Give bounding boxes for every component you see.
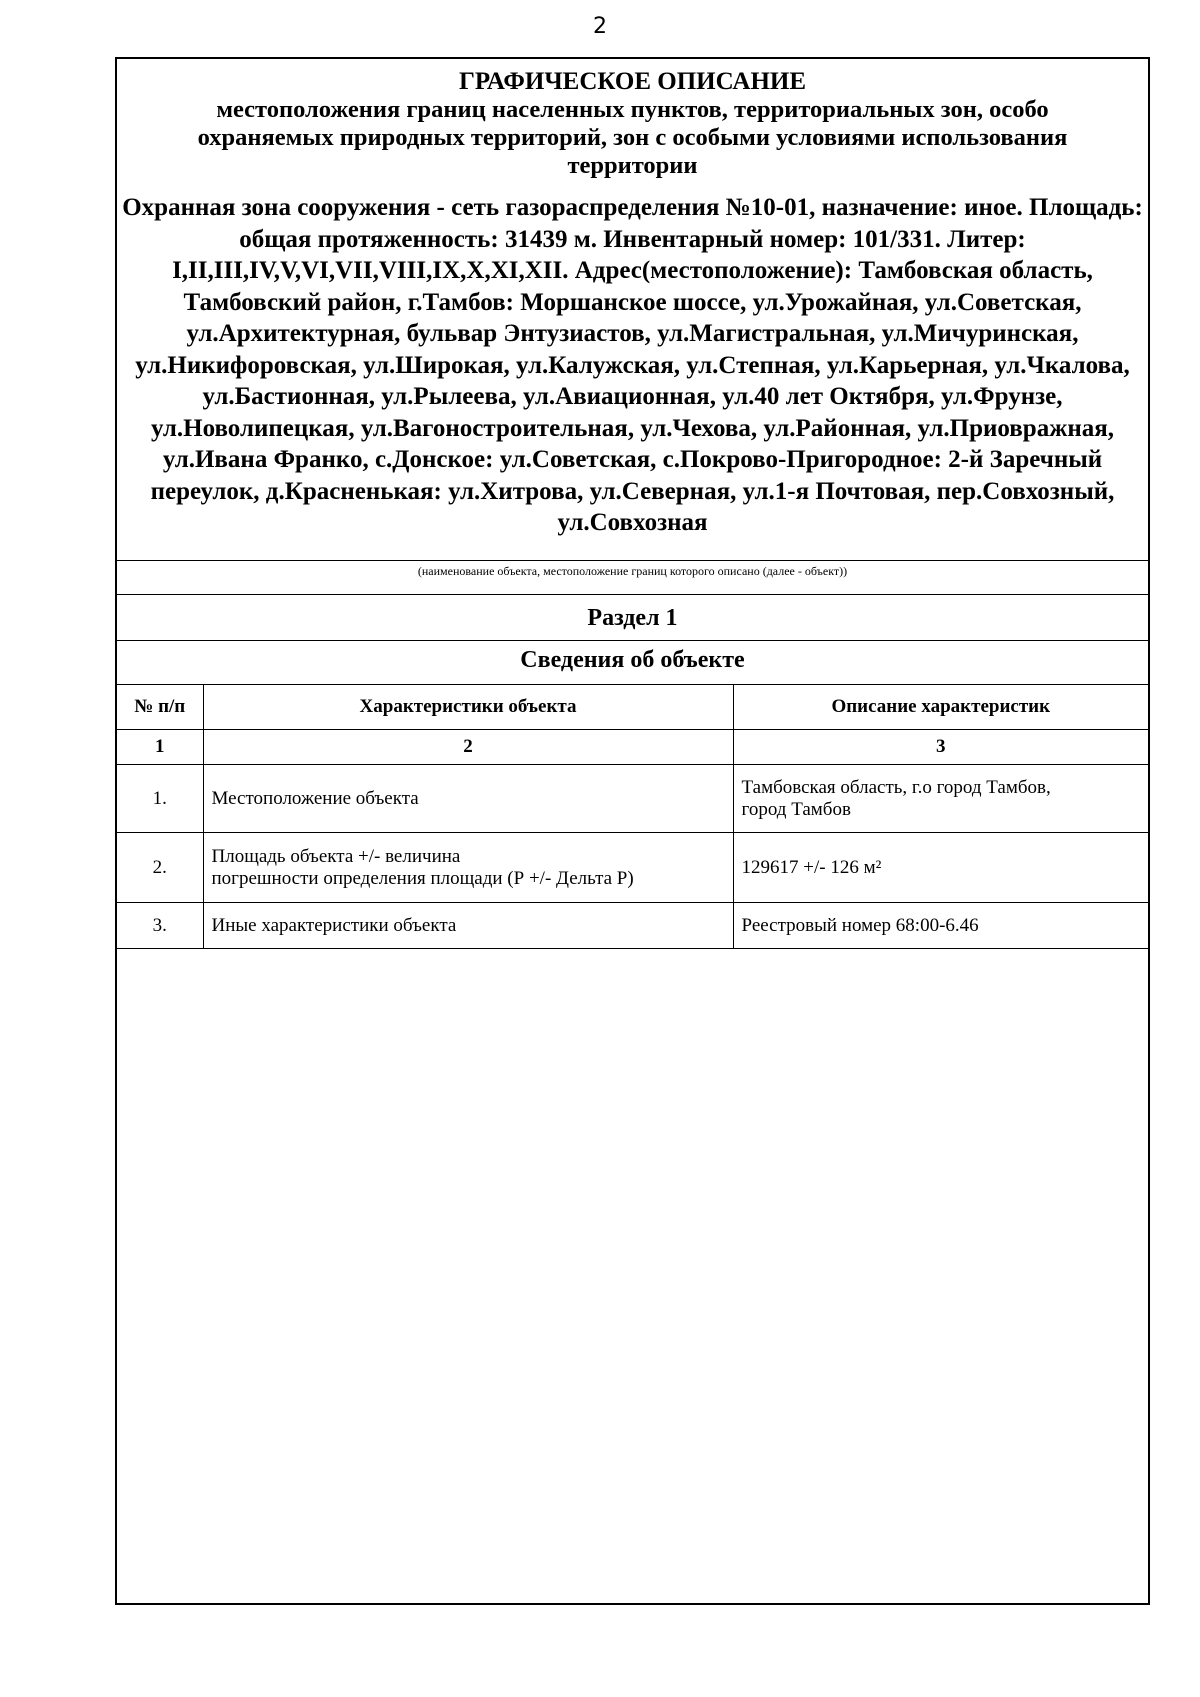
- column-header: № п/п: [117, 685, 203, 730]
- divider: [117, 594, 1148, 595]
- document-header: [117, 59, 1148, 560]
- divider: [117, 560, 1148, 561]
- divider: [117, 640, 1148, 641]
- column-header: Описание характеристик: [733, 685, 1148, 730]
- row-number: 1.: [117, 765, 203, 833]
- document-subtitle: местоположения границ населенных пунктов, территориальных зон, особо охраняемых природных территорий, зон с особыми условиями использования территории: [197, 96, 1068, 179]
- document-frame: [115, 57, 1150, 1605]
- row-number: 3.: [117, 903, 203, 949]
- column-number: 1: [117, 730, 203, 765]
- table-row: [117, 765, 1148, 833]
- column-number: 3: [733, 730, 1148, 765]
- row-characteristic: Иные характеристики объекта: [203, 903, 733, 949]
- table-row: [117, 833, 1148, 903]
- column-number-row: [117, 730, 1148, 765]
- object-name: Охранная зона сооружения - сеть газораспределения №10-01, назначение: иное. Площадь: общая протяженность: 31439 м. Инвентарный номер: 101/331. Литер: I,II,III,IV,V,VI,VII,VIII,IX,X,XI,XII. Адрес(местоположение): Тамбовская область, Тамбовский район, г.Тамбов: Моршанское шоссе, ул.Урожайная, ул.Советская, ул.Архитектурная, бульвар Энтузиастов, ул.Магистральная, ул.Мичуринская, ул.Никифоровская, ул.Широкая, ул.Калужская, ул.Степная, ул.Карьерная, ул.Чкалова, ул.Бастионная, ул.Рылеева, ул.Авиационная, ул.40 лет Октября, ул.Фрунзе, ул.Новолипецкая, ул.Вагоностроительная, ул.Чехова, ул.Районная, ул.Приовражная, ул.Ивана Франко, с.Донское: ул.Советская, с.Покрово-Пригородное: 2-й Заречный переулок, д.Красненькая: ул.Хитрова, ул.Северная, ул.1-я Почтовая, пер.Совхозный, ул.Совхозная: [122, 194, 1143, 536]
- row-description: Реестровый номер 68:00-6.46: [733, 903, 1148, 949]
- object-name-caption: (наименование объекта, местоположение границ которого описано (далее - объект)): [417, 564, 848, 578]
- row-characteristic: Местоположение объекта: [203, 765, 733, 833]
- document-title: ГРАФИЧЕСКОЕ ОПИСАНИЕ: [458, 68, 807, 95]
- column-number: 2: [203, 730, 733, 765]
- object-info-table: [117, 685, 1148, 949]
- table-header-row: [117, 685, 1148, 730]
- column-header: Характеристики объекта: [203, 685, 733, 730]
- row-characteristic: Площадь объекта +/- величина погрешности определения площади (Р +/- Дельта Р): [203, 833, 733, 903]
- row-description: Тамбовская область, г.о город Тамбов, город Тамбов: [733, 765, 1148, 833]
- section-title: Раздел 1: [587, 605, 678, 631]
- page-number: 2: [593, 14, 607, 39]
- row-description: 129617 +/- 126 м²: [733, 833, 1148, 903]
- row-number: 2.: [117, 833, 203, 903]
- table-row: [117, 903, 1148, 949]
- section-subtitle: Сведения об объекте: [520, 647, 745, 673]
